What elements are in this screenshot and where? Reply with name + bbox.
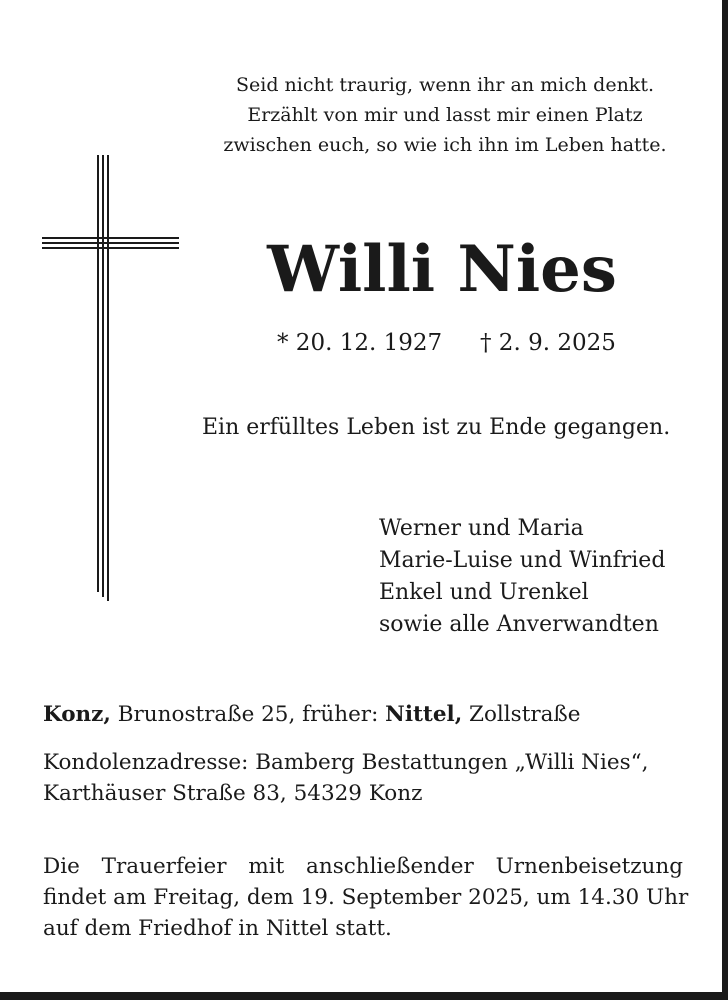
death-date: † 2. 9. 2025 (480, 330, 616, 356)
birth-date: * 20. 12. 1927 (277, 330, 443, 356)
service-info-line: Die Trauerfeier mit anschließender Urnenbeisetzung (43, 854, 683, 879)
service-info-line: auf dem Friedhof in Nittel statt. (43, 916, 392, 941)
cross-icon (40, 155, 182, 607)
service-info-line: findet am Freitag, dem 19. September 2025, um 14.30 Uhr (43, 885, 689, 910)
poem-line: zwischen euch, so wie ich ihn im Leben hatte. (223, 134, 667, 156)
residence-city: Konz, (43, 702, 111, 727)
poem-line: Erzählt von mir und lasst mir einen Platz (247, 104, 643, 126)
mourner-line: Werner und Maria (379, 516, 584, 541)
former-city: Nittel, (385, 702, 463, 727)
poem-line: Seid nicht traurig, wenn ihr an mich denkt. (236, 74, 654, 96)
eulogy-text: Ein erfülltes Leben ist zu Ende gegangen. (202, 415, 671, 440)
residence-street: Brunostraße 25, früher: (110, 702, 386, 727)
mourner-line: sowie alle Anverwandten (379, 612, 659, 637)
condolence-address-line: Kondolenzadresse: Bamberg Bestattungen „Willi Nies“, (43, 750, 649, 775)
mourner-line: Marie-Luise und Winfried (379, 548, 666, 573)
former-street: Zollstraße (462, 702, 581, 727)
deceased-name: Willi Nies (267, 232, 617, 307)
condolence-address-line: Karthäuser Straße 83, 54329 Konz (43, 781, 423, 806)
residence-address (43, 702, 581, 727)
mourner-line: Enkel und Urenkel (379, 580, 589, 605)
